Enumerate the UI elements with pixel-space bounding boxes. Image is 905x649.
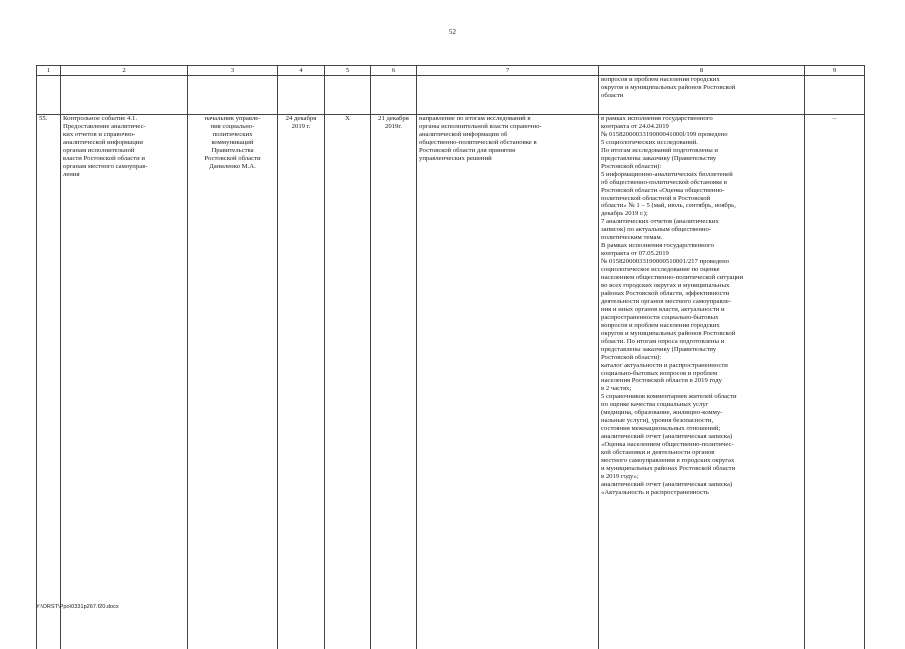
responsible-person: начальник управле- ния социально- политических коммуникаций Правительства Ростовской области Даниленко М.А. <box>188 115 278 649</box>
actual-date: 21 декабря 2019г. <box>371 115 417 649</box>
column-header: 8 <box>599 66 805 76</box>
execution-notes: в рамках исполнения государственного контракта от 24.04.2019 № 0158200003319000041000l/199 проведено 5 социологических исследований. По итогам исследований подготовлены и представлены заказчику (Правительству Ростовской области): 5 информационно-аналитических бюллетеней об общественно-политической обстановке в Ростовской области «Оценка общественно- политической областной в Ростовской области» № 1 – 5 (май, июль, сентябрь, ноябрь, декабрь 2019 г.); 7 аналитических отчетов (аналитических записок) по актуальным общественно- политическим темам. В рамках исполнения государственного контракта от 07.05.2019 № 01582000033190000510001/217 проведено социологическое исследование по оценке населением общественно-политической ситуации во всех городских округах и муниципальных районах Ростовской области, эффективности деятельности органов местного самоуправле- ния и иных органов власти, актуальности и распространенности социально-бытовых вопросов и проблем населения городских округов и муниципальных районов Ростовской области. По итогам опроса подготовлены и представлены заказчику (Правительству Ростовской области): каталог актуальности и распространенности социально-бытовых вопросов и проблем населения Ростовской области в 2019 году в 2 частях; 5 справочников комментариев жителей области по оценке качества социальных услуг (медицина, образование, жилищно-комму- нальные услуги), уровня безопасности, состояния межнациональных отношений; аналитический отчет (аналитическая записка) «Оценка населением общественно-политичес- кой обстановки и деятельности органов местного самоуправления в городских округах и муниципальных районах Ростовской области в 2019 году»; аналитический отчет (аналитическая записка) «Актуальность и распространенность <box>599 115 805 649</box>
column-header: 1 <box>37 66 61 76</box>
column-9-value: – <box>805 115 865 649</box>
row-number: 55. <box>37 115 61 649</box>
expected-result: направление по итогам исследований в органы исполнительной власти справочно- аналитической информации об общественно-политической обстановке в Ростовской области для принятия управленческих решений <box>417 115 599 649</box>
control-event: Контрольное событие 4.1. Предоставление аналитичес- ких отчетов и справочно- аналитической информации органам исполнительной власти Ростовской области и органам местного самоуправ- ления <box>61 115 188 649</box>
column-header: 9 <box>805 66 865 76</box>
column-header: 3 <box>188 66 278 76</box>
planned-date: 24 декабря 2019 г. <box>278 115 325 649</box>
column-number-row <box>37 66 865 76</box>
continuation-note: вопросов и проблем населения городских округов и муниципальных районов Ростовской области <box>599 76 805 115</box>
column-header: 2 <box>61 66 188 76</box>
column-header: 4 <box>278 66 325 76</box>
column-5-value: X <box>325 115 371 649</box>
continuation-row <box>37 76 865 115</box>
column-header: 5 <box>325 66 371 76</box>
column-header: 6 <box>371 66 417 76</box>
file-path-footer: Y:\ORST\Ppo\0331p267.f20.docx <box>36 604 119 610</box>
report-table <box>36 65 865 649</box>
table-row <box>37 115 865 649</box>
column-header: 7 <box>417 66 599 76</box>
page-number: 52 <box>0 28 905 36</box>
